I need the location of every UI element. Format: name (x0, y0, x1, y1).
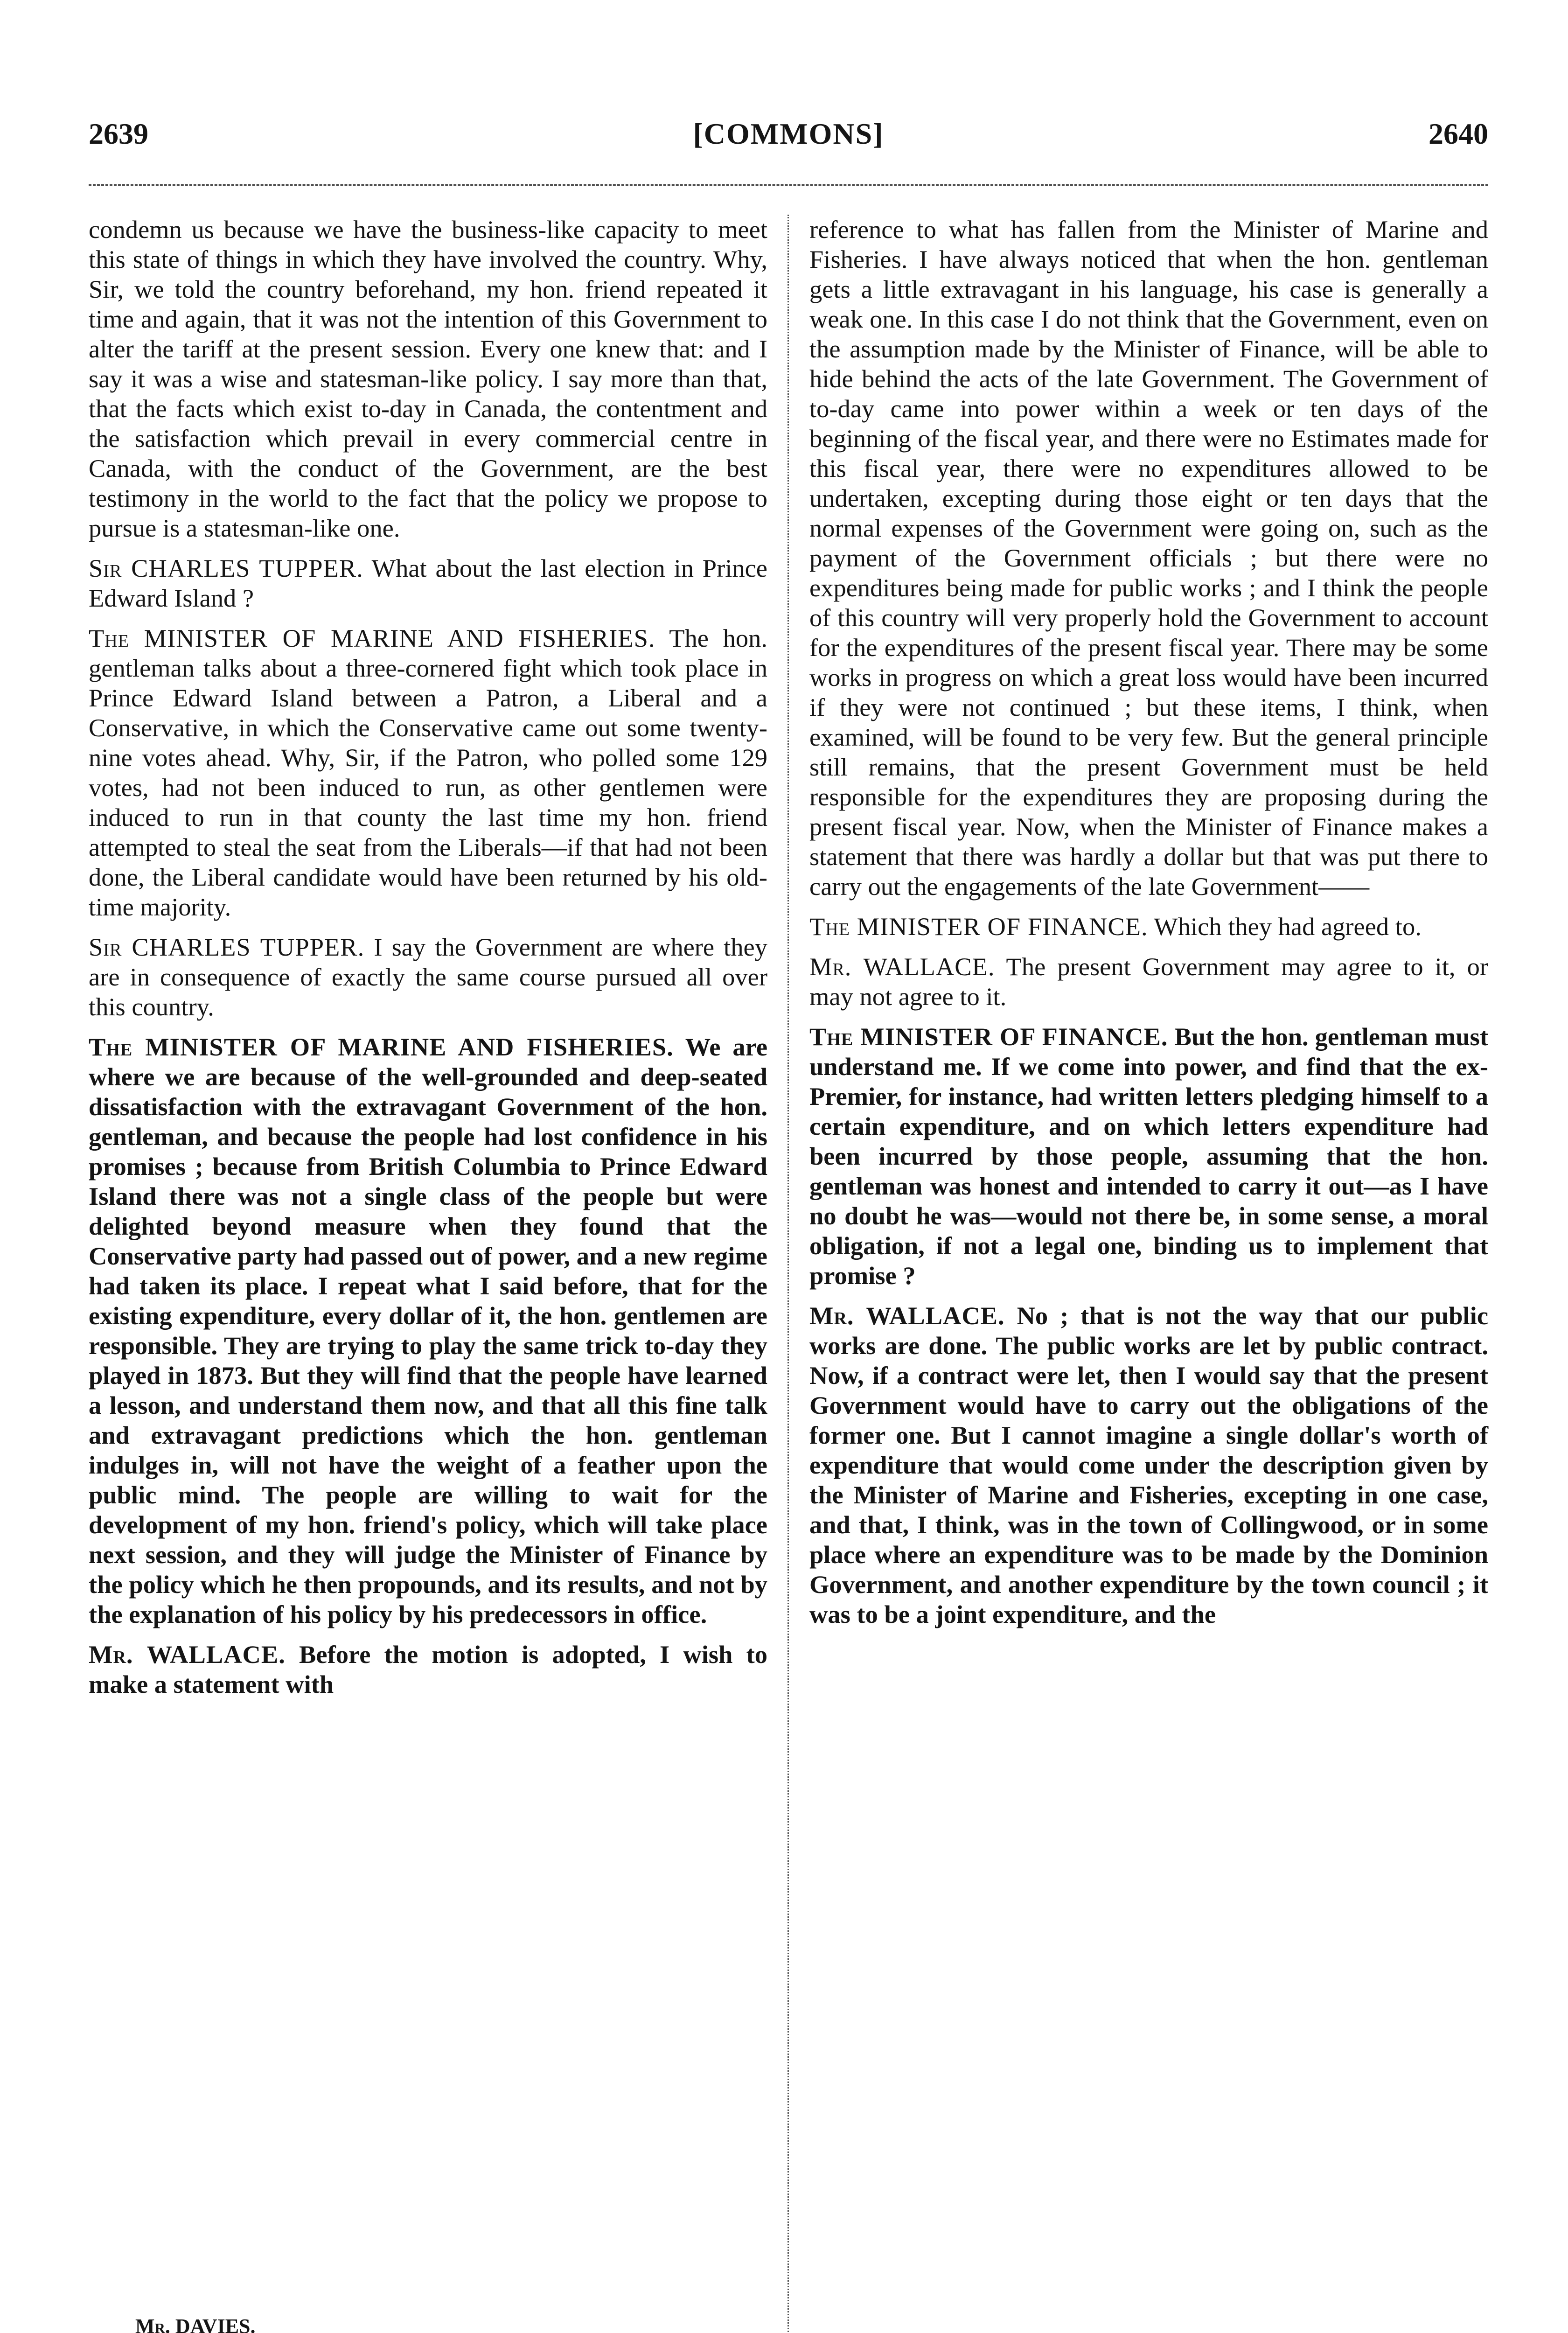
header-rule (89, 184, 1488, 186)
speaker-name: The MINISTER OF FINANCE. (809, 1022, 1168, 1051)
speaker-name: Mr. WALLACE. (809, 1301, 1005, 1330)
text-columns (89, 215, 1488, 2333)
page-header (89, 107, 1488, 163)
paragraph: reference to what has fallen from the Minister of Marine and Fisheries. I have always noticed that when the hon. gentleman gets a little extravagant in his language, his case is generally a weak one. In this case I do not think that the Government, even on the assumption made by the Minister of Finance, will be able to hide behind the acts of the late Government. The Government of to-day came into power within a week or ten days of the beginning of the fiscal year, and there were no Estimates made for this fiscal year, there were no expenditures allowed to be undertaken, excepting during those eight or ten days that the normal expenses of the Government were going on, such as the payment of the Government officials ; but there were no expenditures being made for public works ; and I think the people of this country will very properly hold the Government to account for the expenditures of the present fiscal year. There may be some works in progress on which a great loss would have been incurred if they were not continued ; but these items, I think, when examined, will be found to be very few. But the general principle still remains, that the present Government must be held responsible for the expenditures they are proposing during the present fiscal year. Now, when the Minister of Finance makes a statement that there was hardly a dollar but that was put there to carry out the engagements of the late Government—— (809, 215, 1488, 901)
right-column (809, 215, 1488, 1640)
speaker-name: The MINISTER OF MARINE AND FISHERIES. (89, 624, 655, 652)
paragraph: Sir CHARLES TUPPER. I say the Government are where they are in consequence of exactly the same course pursued all over this country. (89, 933, 767, 1021)
speaker-name: Sir CHARLES TUPPER. (89, 933, 365, 961)
speaker-name: Mr. WALLACE. (809, 952, 995, 981)
page-number-left: 2639 (89, 117, 148, 150)
paragraph: condemn us because we have the business-like capacity to meet this state of things in which they have involved the country. Why, Sir, we told the country beforehand, my hon. friend repeated it time and again, that it was not the intention of this Government to alter the tariff at the present session. Every one knew that: and I say it was a wise and statesman-like policy. I say more than that, that the facts which exist to-day in Canada, the contentment and the satisfaction which prevail in every commercial centre in Canada, with the conduct of the Government, are the best testimony in the world to the fact that the policy we propose to pursue is a statesman-like one. (89, 215, 767, 542)
paragraph: Mr. WALLACE. The present Government may agree to it, or may not agree to it. (809, 952, 1488, 1011)
speaker-name: Mr. WALLACE. (89, 1640, 286, 1669)
page-title: [COMMONS] (693, 117, 884, 150)
paragraph: Mr. WALLACE. Before the motion is adopted, I wish to make a statement with (89, 1640, 767, 1698)
page-number-right: 2640 (1429, 117, 1488, 150)
hansard-page (89, 107, 1488, 2333)
paragraph: The MINISTER OF FINANCE. But the hon. gentleman must understand me. If we come into power, and find that the ex-Premier, for instance, had written letters pledging himself to a certain expenditure, and on which letters expenditure had been incurred by those people, assuming that the hon. gentleman was honest and intended to carry it out—as I have no doubt he was—would not there be, in some sense, a moral obligation, if not a legal one, binding us to implement that promise ? (809, 1022, 1488, 1290)
paragraph: The MINISTER OF MARINE AND FISHERIES. We are where we are because of the well-grounded and deep-seated dissatisfaction with the extravagant Government of the hon. gentleman, and because the people had lost confidence in his promises ; because from British Columbia to Prince Edward Island there was not a single class of the people but were delighted beyond measure when they found that the Conservative party had passed out of power, and a new regime had taken its place. I repeat what I said before, that for the existing expenditure, every dollar of it, the hon. gentlemen are responsible. They are trying to play the same trick to-day they played in 1873. But they will find that the people have learned a lesson, and understand them now, and that all this fine talk and extravagant predictions which the hon. gentleman indulges in, will not have the weight of a feather upon the public mind. The people are willing to wait for the development of my hon. friend's policy, which will take place next session, and they will judge the Minister of Finance by the policy which he then propounds, and its results, and not by the explanation of his policy by his predecessors in office. (89, 1033, 768, 1628)
paragraph: The MINISTER OF MARINE AND FISHERIES. The hon. gentleman talks about a three-cornered fight which took place in Prince Edward Island between a Patron, a Liberal and a Conservative, in which the Conservative came out some twenty-nine votes ahead. Why, Sir, if the Patron, who polled some 129 votes, had not been induced to run, as other gentlemen were induced to run in that county the last time my hon. friend attempted to steal the seat from the Liberals—if that had not been done, the Liberal candidate would have been returned by his old-time majority. (89, 624, 768, 921)
paragraph: Mr. WALLACE. No ; that is not the way that our public works are done. The public works are let by public contract. Now, if a contract were let, then I would say that the present Government would have to carry out the obligations of the former one. But I cannot imagine a single dollar's worth of expenditure that would come under the description given by the Minister of Marine and Fisheries, excepting in one case, and that, I think, was in the town of Collingwood, or in some place where an expenditure was to be made by the Dominion Government, and another expenditure by the town council ; it was to be a joint expenditure, and the (809, 1301, 1489, 1628)
speaker-name: Sir CHARLES TUPPER. (89, 554, 363, 582)
speaker-name: The MINISTER OF FINANCE. (809, 912, 1148, 941)
left-column (89, 215, 767, 1710)
speaker-name: The MINISTER OF MARINE AND FISHERIES. (89, 1033, 674, 1061)
column-divider (787, 215, 789, 2333)
paragraph: The MINISTER OF FINANCE. Which they had agreed to. (809, 912, 1422, 941)
page-footer: Mr. DAVIES. (135, 2315, 256, 2333)
paragraph: Sir CHARLES TUPPER. What about the last election in Prince Edward Island ? (89, 554, 767, 612)
